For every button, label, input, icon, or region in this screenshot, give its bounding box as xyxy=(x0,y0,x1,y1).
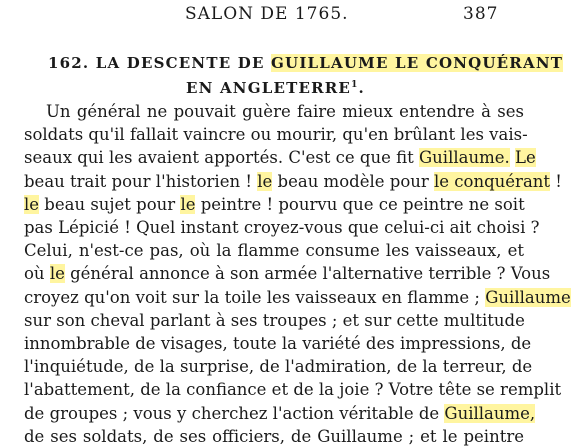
text-line: Celui, n'est-ce pas, où la flamme consume les vaisseaux, et xyxy=(24,241,524,261)
text-line: soldats qu'il fallait vaincre ou mourir, qu'en brûlant les vais- xyxy=(24,125,528,145)
text-line: innombrable de visages, toute la variété des impressions, de xyxy=(24,334,532,354)
text-line xyxy=(24,193,524,216)
highlight-le: le xyxy=(180,194,196,214)
highlighted-title: GUILLAUME LE CONQUÉRANT xyxy=(271,54,564,72)
text-line xyxy=(24,262,551,285)
text-run: croyez qu'on voit sur la toile les vaisseaux en flamme ; xyxy=(24,287,486,307)
entry-title-suffix: EN ANGLETERRE xyxy=(186,79,352,97)
text-line-cut-off: de ses soldats, de ses officiers, de Guillaume ; et le peintre xyxy=(24,426,524,446)
text-line xyxy=(24,170,562,193)
text-line xyxy=(24,146,536,169)
highlight-guillaume: Guillaume. xyxy=(419,148,510,168)
highlight-guillaume: Guillaume, xyxy=(444,403,536,423)
footnote-mark: 1 xyxy=(351,80,359,90)
highlight-le-conquerant: le conquérant xyxy=(434,171,551,191)
text-run: ! xyxy=(550,171,562,191)
text-line: pas Lépicié ! Quel instant croyez-vous que celui-ci ait choisi ? xyxy=(24,218,540,238)
text-run: beau modèle pour xyxy=(272,171,435,191)
heading-period: . xyxy=(358,79,365,97)
page-number: 387 xyxy=(463,4,499,24)
heading-line-1 xyxy=(48,52,564,74)
running-title: SALON DE 1765. xyxy=(185,4,349,24)
body-paragraph xyxy=(24,100,571,446)
text-run: beau sujet pour xyxy=(39,194,181,214)
text-run: peintre ! pourvu que ce peintre ne soit xyxy=(195,194,525,214)
highlight-le: le xyxy=(257,171,273,191)
entry-title-prefix: LA DESCENTE DE xyxy=(95,54,272,72)
text-line: Un général ne pouvait guère faire mieux entendre à ses xyxy=(46,102,524,121)
text-run: où xyxy=(24,264,50,284)
text-line: l'abattement, de la confiance et de la joie ? Votre tête se remplit xyxy=(24,380,562,400)
text-line xyxy=(24,402,536,425)
highlight-le: le xyxy=(24,194,40,214)
text-line xyxy=(24,286,571,309)
text-line: l'inquiétude, de la surprise, de l'admiration, de la terreur, de xyxy=(24,357,533,377)
text-run: seaux qui les avaient apportés. C'est ce que fit xyxy=(24,148,419,168)
highlight-le: le xyxy=(49,264,65,284)
text-line: sur son cheval parlant à ses troupes ; et sur cette multitude xyxy=(24,310,525,330)
highlight-guillaume: Guillaume xyxy=(485,287,571,307)
text-run: général annonce à son armée l'alternative terrible ? Vous xyxy=(64,264,551,284)
text-run: beau trait pour l'historien ! xyxy=(24,171,258,191)
entry-heading xyxy=(48,52,564,99)
text-run: de groupes ; vous y cherchez l'action véritable de xyxy=(24,403,445,423)
heading-line-2 xyxy=(48,74,518,99)
page-header xyxy=(0,4,533,24)
entry-number: 162. xyxy=(48,54,90,72)
highlight-le: Le xyxy=(515,148,536,168)
